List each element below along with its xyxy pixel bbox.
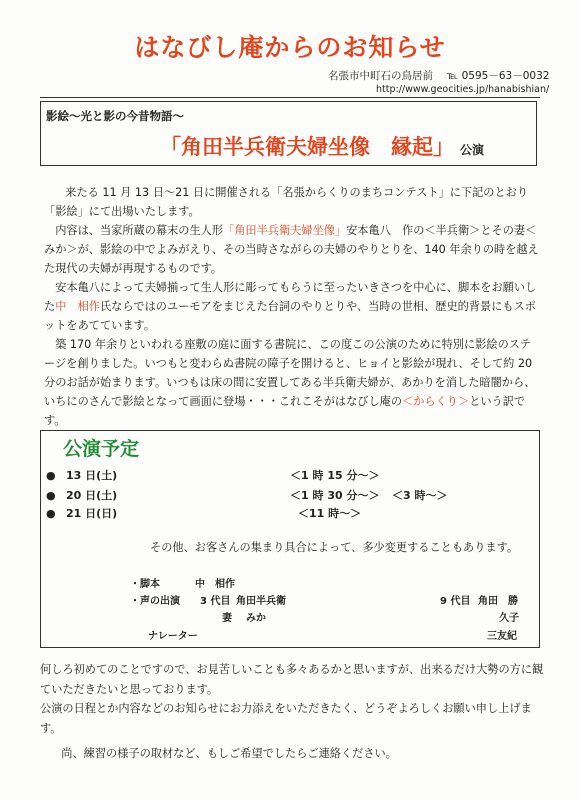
schedule-row xyxy=(46,505,126,521)
schedule-time: ＜1 時 30 分～＞ xyxy=(290,489,380,502)
performance-title-main: 「角田半兵衛夫婦坐像 縁起」 xyxy=(160,135,454,159)
text-span: 内容は、当家所蔵の幕末の生人形 xyxy=(55,224,224,237)
body-text xyxy=(44,183,540,430)
bullet-icon: ● xyxy=(46,489,56,502)
credit-generation: 3 代目 xyxy=(200,596,231,607)
schedule-title: 公演予定 xyxy=(63,438,140,460)
highlight-text: 「角田半兵衛夫婦坐像」 xyxy=(223,224,347,237)
header-divider xyxy=(40,97,540,98)
text-span: 安本亀八によって夫婦揃って生人形に彫ってもらうに至ったいきさつを中心に、脚本をお願いした xyxy=(44,281,537,313)
schedule-row xyxy=(46,487,126,503)
body-paragraph-3 xyxy=(44,278,540,335)
tel-label: ℡ xyxy=(447,70,459,82)
performance-title xyxy=(160,131,484,161)
closing-paragraph-2: 公演の日程とか内容などのお知らせにお力添えをいただきたく、どうぞよろしくお願い申し上げます。 xyxy=(40,702,532,735)
bullet-icon: ● xyxy=(46,507,56,520)
banner-subtitle: 影絵～光と影の今昔物語～ xyxy=(46,109,184,123)
credit-name: 中 相作 xyxy=(195,579,235,590)
text-span: 安本亀八 作の＜半兵衛＞とその妻＜みか＞が、影絵の中でよみがえり、その当時さながらの夫婦のやりとりを、140 年余りの時を越えた現代の夫婦が再現するものです。 xyxy=(44,224,539,275)
schedule-time: ＜11 時～＞ xyxy=(298,507,362,520)
credit-name: 角田 勝 xyxy=(478,596,518,607)
body-paragraph-4 xyxy=(44,335,540,430)
credit-name: 久子 xyxy=(499,613,519,624)
bullet-icon: ● xyxy=(46,469,56,482)
highlight-text: 中 相作 xyxy=(55,300,100,313)
schedule-date: 21 日(日) xyxy=(66,507,118,520)
credit-label: ナレーター xyxy=(148,631,198,642)
body-paragraph-2 xyxy=(44,221,540,278)
credit-label: ・脚本 xyxy=(130,579,160,590)
body-paragraph-1: 来たる 11 月 13 日～21 日に開催される「名張からくりのまちコンテスト」に下記のとおり「影絵」にて出場いたします。 xyxy=(44,186,529,218)
performance-title-suffix: 公演 xyxy=(460,143,485,157)
closing-paragraph-3: 尚、練習の様子の取材など、もしご希望でしたらご連絡ください。 xyxy=(61,747,397,760)
schedule-time: ＜1 時 15 分～＞ xyxy=(290,469,380,482)
highlight-text: ＜からくり＞ xyxy=(402,395,470,408)
website-url: http://www.geocities.jp/hanabishian/ xyxy=(376,84,550,95)
schedule-date: 20 日(土) xyxy=(66,489,118,502)
closing-paragraph-1: 何しろ初めてのことですので、お見苦しいことも多々あるかと思いますが、出来るだけ大勢の方に観ていただきたいと思っております。 xyxy=(40,663,544,696)
schedule-time: ＜3 時～＞ xyxy=(392,489,448,502)
text-span: 氏ならではのユーモアをまじえた台詞のやりとりや、当時の世相、歴史的背景にもスポットをあてています。 xyxy=(44,300,536,332)
closing-text xyxy=(40,660,545,764)
schedule-row xyxy=(46,467,126,483)
page-title: はなびし庵からのお知らせ xyxy=(134,33,446,62)
credit-generation: 9 代目 xyxy=(440,596,471,607)
address: 名張市中町石の鳥居前 xyxy=(328,70,433,82)
credit-name: みか xyxy=(246,613,266,624)
schedule-note: その他、お客さんの集まり具合によって、多少変更することもあります。 xyxy=(150,541,519,554)
tel-number: 0595－63－0032 xyxy=(461,70,550,82)
schedule-date: 13 日(土) xyxy=(66,469,118,482)
text-span: という訳です。 xyxy=(44,395,526,427)
credit-label: ・声の出演 xyxy=(130,596,180,607)
address-line xyxy=(328,68,549,83)
credit-name: 三友紀 xyxy=(487,631,517,642)
text-span: 築 170 年余りといわれる座敷の庭に面する書院に、この度この公演のために特別に影絵のステージを創りました。いつもと変わらぬ書院の障子を開けると、ヒョイと影絵が現れ、そして約 20 分のお話が始まります。いつもは床の間に安置してある半兵衛夫婦が、あかりを消した暗闇から、いちにのさんで影絵となって画面に登場・・・これこそがはなびし庵の xyxy=(44,338,536,408)
credit-role: 妻 xyxy=(222,613,232,624)
credit-name: 角田半兵衛 xyxy=(236,596,286,607)
